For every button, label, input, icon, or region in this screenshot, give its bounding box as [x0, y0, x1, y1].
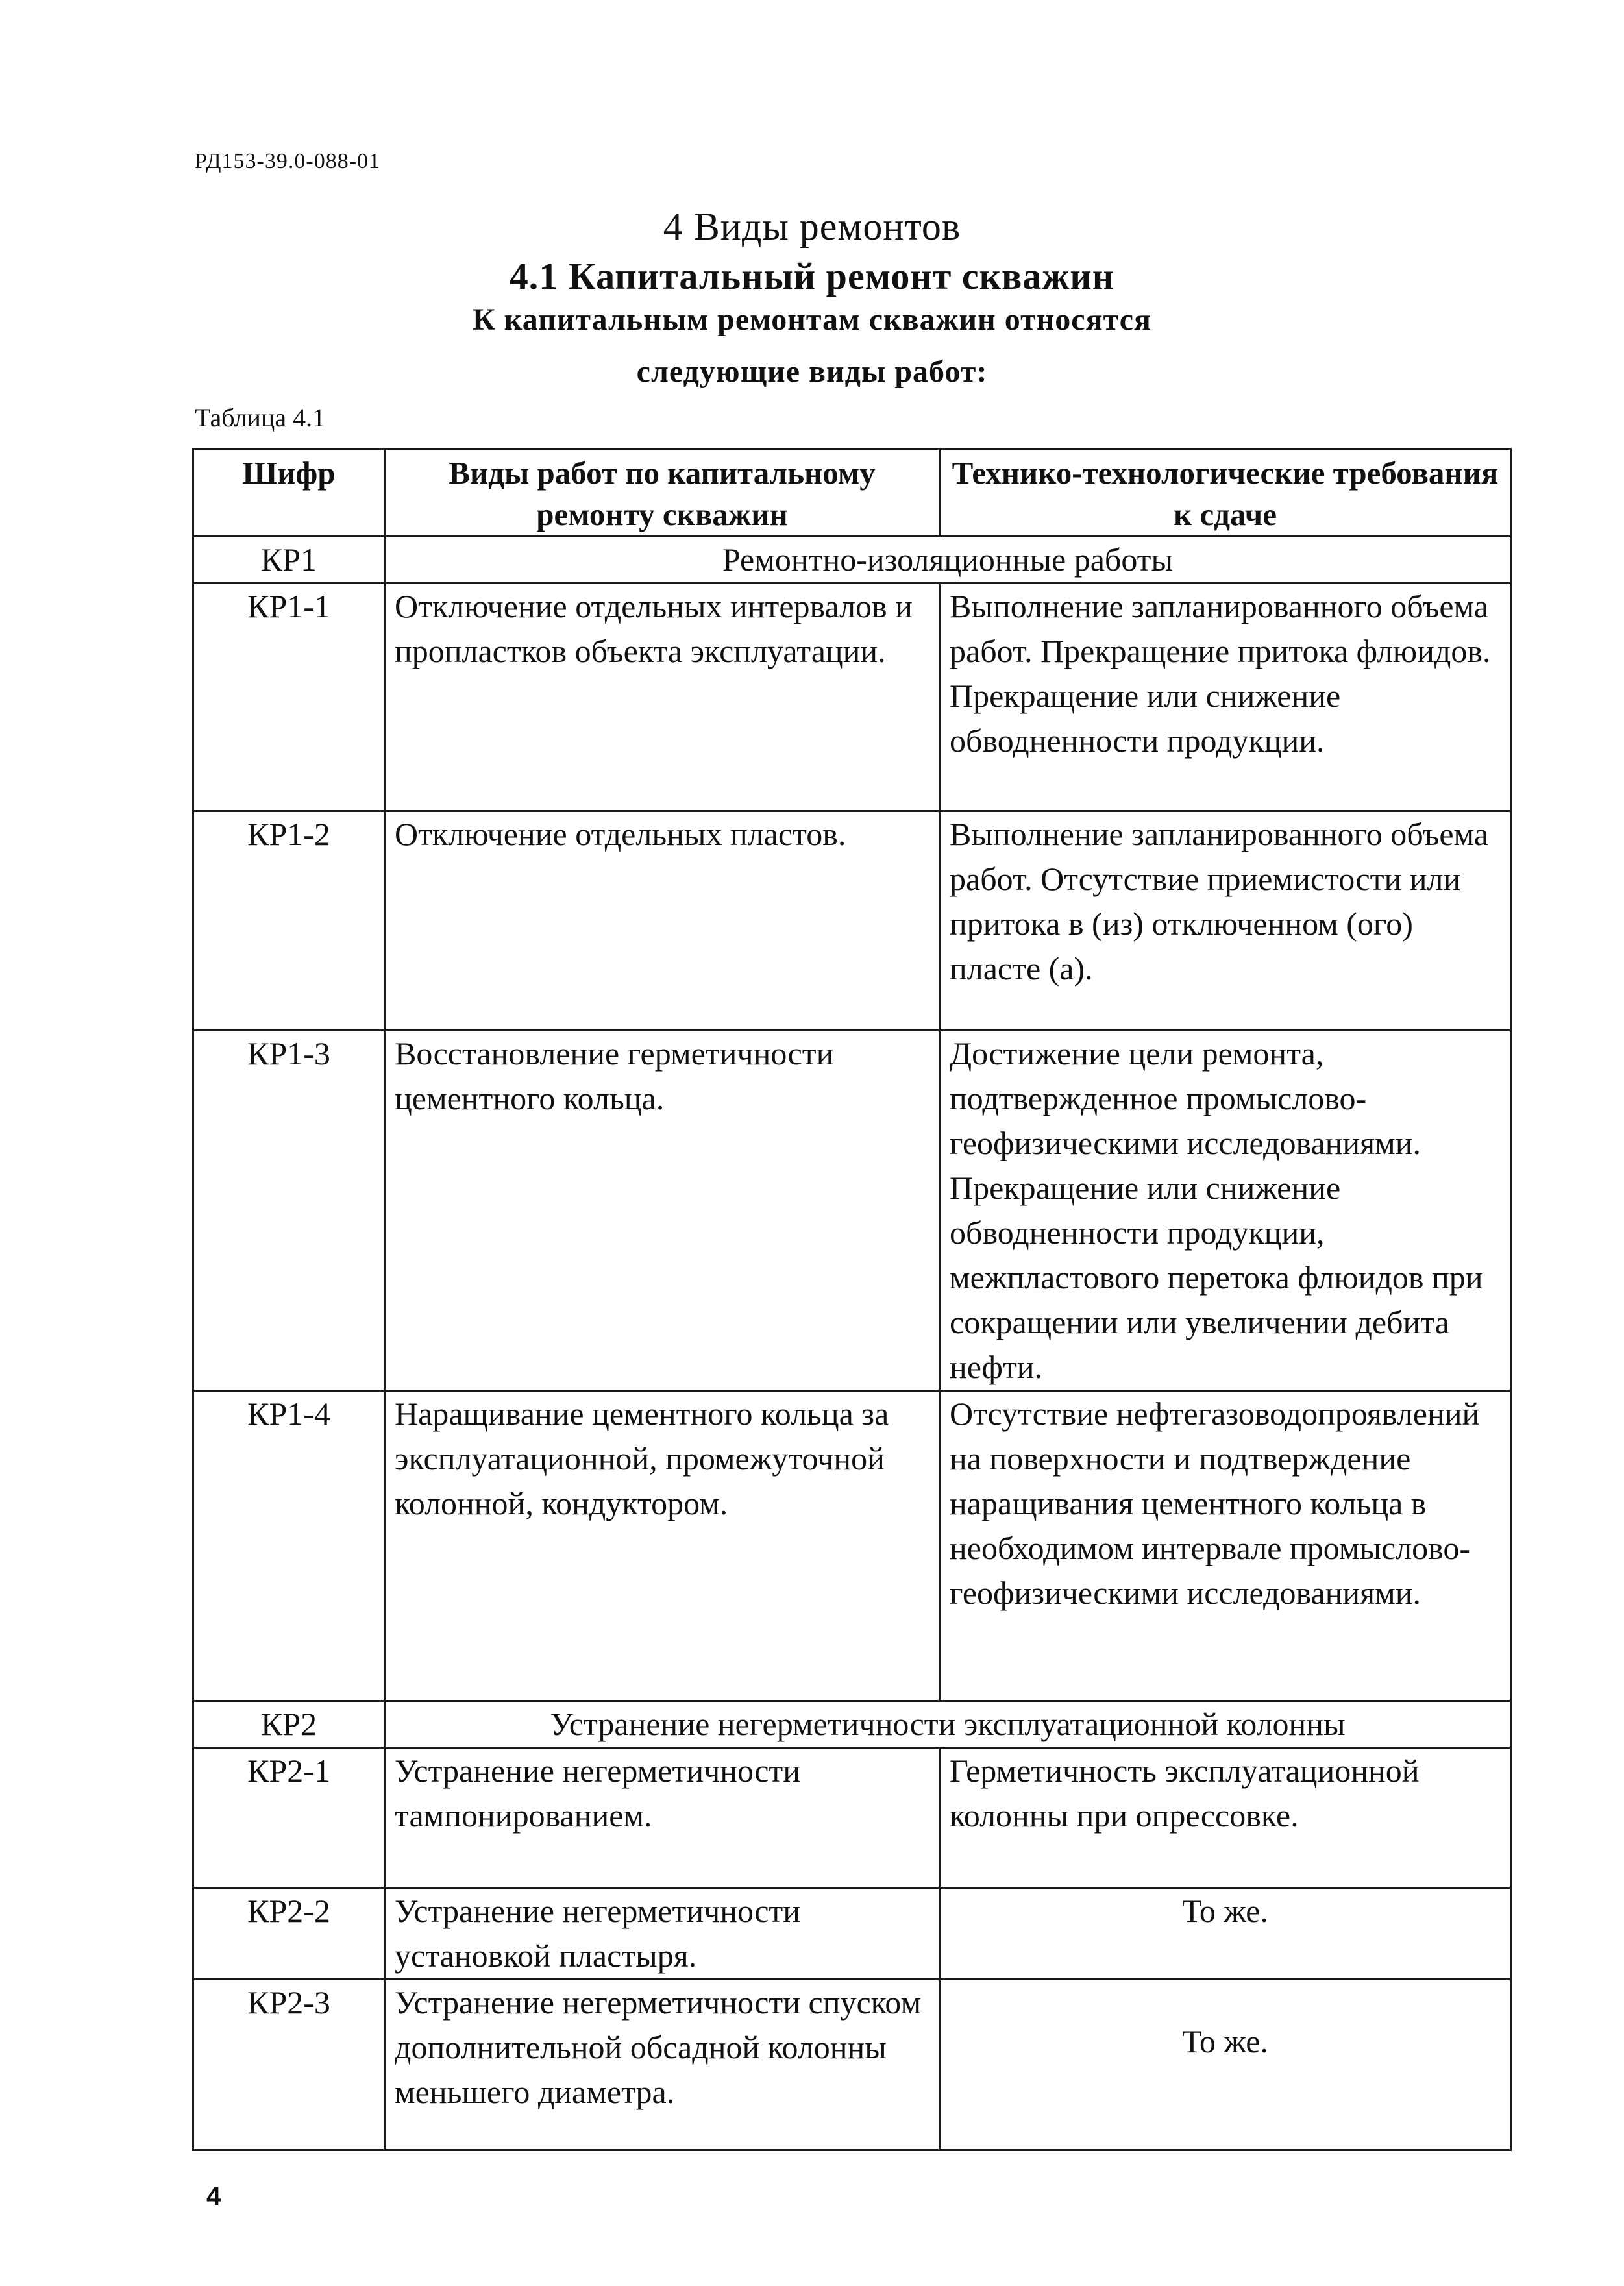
header-code: Шифр — [193, 449, 385, 537]
group-code: КР1 — [193, 537, 385, 584]
document-id: РД153-39.0-088-01 — [195, 149, 381, 173]
group-title: Устранение негерметичности эксплуатационной колонны — [385, 1701, 1511, 1748]
row-work: Восстановление герметичности цементного кольца. — [385, 1031, 940, 1391]
row-work: Устранение негерметичности тампонированием. — [385, 1748, 940, 1888]
section-heading — [0, 204, 1624, 249]
row-code: КР2-1 — [193, 1748, 385, 1888]
row-code: КР1-4 — [193, 1391, 385, 1701]
row-code: КР2-3 — [193, 1980, 385, 2150]
row-requirements: Выполнение запланированного объема работ. Прекращение притока флюидов. Прекращение или снижение обводненности продукции. — [940, 584, 1511, 811]
row-work: Отключение отдельных пластов. — [385, 811, 940, 1031]
row-requirements: То же. — [940, 1980, 1511, 2150]
row-code: КР1-1 — [193, 584, 385, 811]
row-code: КР1-2 — [193, 811, 385, 1031]
row-code: КР2-2 — [193, 1888, 385, 1980]
table-caption: Таблица 4.1 — [195, 403, 326, 432]
table-header-row — [193, 449, 1511, 537]
row-work: Отключение отдельных интервалов и пропластков объекта эксплуатации. — [385, 584, 940, 811]
table-row — [193, 1748, 1511, 1888]
row-requirements: Отсутствие нефтегазоводопроявлений на поверхности и подтверждение наращивания цементного кольца в необходимом интервале промыслово-геофизическими исследованиями. — [940, 1391, 1511, 1701]
table-row — [193, 1888, 1511, 1980]
group-title: Ремонтно-изоляционные работы — [385, 537, 1511, 584]
table-row — [193, 1031, 1511, 1391]
repair-types-table — [192, 448, 1512, 2151]
row-requirements: Герметичность эксплуатационной колонны при опрессовке. — [940, 1748, 1511, 1888]
table-row — [193, 811, 1511, 1031]
table-row — [193, 1391, 1511, 1701]
row-work: Устранение негерметичности спуском дополнительной обсадной колонны меньшего диаметра. — [385, 1980, 940, 2150]
section-heading-text: 4 Виды ремонтов — [663, 205, 961, 248]
intro-line-1-text: К капитальным ремонтам скважин относятся — [472, 302, 1152, 337]
row-requirements: То же. — [940, 1888, 1511, 1980]
group-row-kr2 — [193, 1701, 1511, 1748]
intro-line-2-text: следующие виды работ: — [636, 354, 988, 389]
header-requirements: Технико-технологические требования к сдаче — [940, 449, 1511, 537]
row-code: КР1-3 — [193, 1031, 385, 1391]
intro-line-2 — [0, 354, 1624, 389]
row-requirements: Выполнение запланированного объема работ. Отсутствие приемистости или притока в (из) отключенном (ого) пласте (а). — [940, 811, 1511, 1031]
intro-line-1 — [0, 302, 1624, 338]
table-row — [193, 584, 1511, 811]
subsection-heading — [0, 254, 1624, 298]
table-row — [193, 1980, 1511, 2150]
subsection-heading-text: 4.1 Капитальный ремонт скважин — [509, 255, 1115, 297]
row-work: Наращивание цементного кольца за эксплуатационной, промежуточной колонной, кондуктором. — [385, 1391, 940, 1701]
group-code: КР2 — [193, 1701, 385, 1748]
page-number: 4 — [206, 2182, 221, 2211]
row-requirements: Достижение цели ремонта, подтвержденное промыслово-геофизическими исследованиями. Прекращение или снижение обводненности продукции, межпластового перетока флюидов при сокращении или увеличении дебита нефти. — [940, 1031, 1511, 1391]
group-row-kr1 — [193, 537, 1511, 584]
row-work: Устранение негерметичности установкой пластыря. — [385, 1888, 940, 1980]
header-work: Виды работ по капитальному ремонту скважин — [385, 449, 940, 537]
